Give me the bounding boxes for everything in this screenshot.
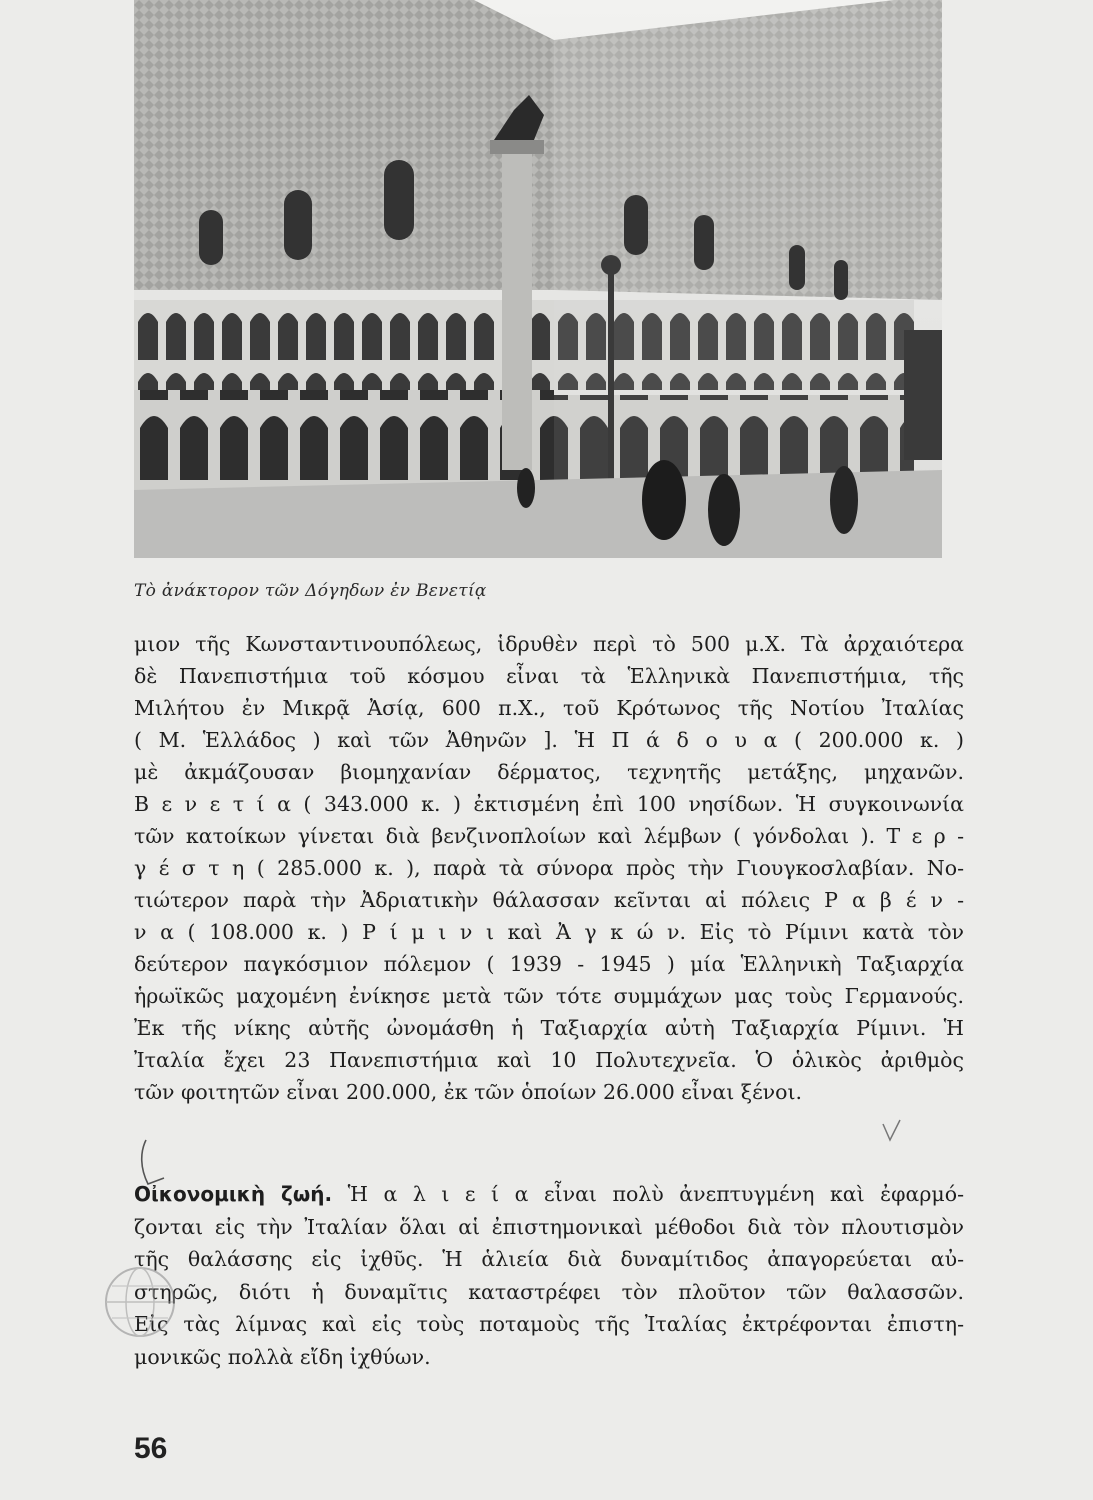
- main-paragraph: [134, 628, 964, 1108]
- economic-life-section: [134, 1178, 964, 1373]
- paragraph-line: τιώτερον παρὰ τὴν Ἀδριατικὴν θάλασσαν κεῖνται αἱ πόλεις Ρ α β έ ν -: [134, 888, 964, 912]
- paragraph-line: Μιλήτου ἐν Μικρᾷ Ἀσίᾳ, 600 π.Χ., τοῦ Κρότωνος τῆς Νοτίου Ἰταλίας: [134, 696, 964, 720]
- paragraph-line: τῶν φοιτητῶν εἶναι 200.000, ἐκ τῶν ὁποίων 26.000 εἶναι ξένοι.: [134, 1080, 803, 1104]
- globe-icon: [100, 1262, 180, 1342]
- section-first-line-text: Ἡ α λ ι ε ί α εἶναι πολὺ ἀνεπτυγμένη καὶ ἐφαρμό-: [347, 1182, 964, 1206]
- photo-caption: Τὸ ἀνάκτορον τῶν Δόγηδων ἐν Βενετίᾳ: [134, 581, 487, 601]
- photo-illustration: [134, 0, 942, 558]
- section-line: τῆς θαλάσσης εἰς ἰχθῦς. Ἡ ἁλιεία διὰ δυναμίτιδος ἀπαγορεύεται αὐ-: [134, 1247, 964, 1271]
- section-line: Εἰς τὰς λίμνας καὶ εἰς τοὺς ποταμοὺς τῆς Ἰταλίας ἐκτρέφονται ἐπιστη-: [134, 1312, 964, 1336]
- section-line: στηρῶς, διότι ἡ δυναμῖτις καταστρέφει τὸν πλοῦτον τῶν θαλασσῶν.: [134, 1279, 964, 1304]
- paragraph-line: γ έ σ τ η ( 285.000 κ. ), παρὰ τὰ σύνορα πρὸς τὴν Γιουγκοσλαβίαν. Νο-: [134, 856, 964, 880]
- paragraph-line: Ἐκ τῆς νίκης αὐτῆς ὠνομάσθη ἡ Ταξιαρχία αὐτὴ Ταξιαρχία Ρίμινι. Ἡ: [134, 1016, 964, 1040]
- section-line: μονικῶς πολλὰ εἴδη ἰχθύων.: [134, 1344, 431, 1369]
- paragraph-line: ( Μ. Ἑλλάδος ) καὶ τῶν Ἀθηνῶν ]. Ἡ Π ά δ ο υ α ( 200.000 κ. ): [134, 728, 964, 752]
- section-heading: Οἰκονομικὴ ζωή.: [134, 1182, 333, 1206]
- paragraph-line: μιον τῆς Κωνσταντινουπόλεως, ἱδρυθὲν περὶ τὸ 500 μ.Χ. Τὰ ἀρχαιότερα: [134, 632, 964, 656]
- paragraph-line: τῶν κατοίκων γίνεται διὰ βενζινοπλοίων καὶ λέμβων ( γόνδολαι ). Τ ε ρ -: [134, 824, 964, 848]
- doges-palace-photo: [134, 0, 942, 558]
- paragraph-line: μὲ ἀκμάζουσαν βιομηχανίαν δέρματος, τεχνητῆς μετάξης, μηχανῶν.: [134, 760, 964, 784]
- paragraph-line: ν α ( 108.000 κ. ) Ρ ί μ ι ν ι καὶ Ἀ γ κ ώ ν. Εἰς τὸ Ρίμινι κατὰ τὸν: [134, 920, 964, 944]
- section-line: ζονται εἰς τὴν Ἰταλίαν ὅλαι αἱ ἐπιστημονικαὶ μέθοδοι διὰ τὸν πλουτισμὸν: [134, 1214, 964, 1239]
- paragraph-line: Ἰταλία ἔχει 23 Πανεπιστήμια καὶ 10 Πολυτεχνεῖα. Ὁ ὁλικὸς ἀριθμὸς: [134, 1048, 964, 1072]
- paragraph-line: δεύτερον παγκόσμιον πόλεμον ( 1939 - 1945 ) μία Ἑλληνικὴ Ταξιαρχία: [134, 952, 964, 976]
- paragraph-line: ἡρωϊκῶς μαχομένη ἐνίκησε μετὰ τῶν τότε συμμάχων μας τοὺς Γερμανούς.: [134, 984, 964, 1008]
- page-number: 56: [134, 1432, 168, 1465]
- paragraph-line: δὲ Πανεπιστήμια τοῦ κόσμου εἶναι τὰ Ἑλληνικὰ Πανεπιστήμια, τῆς: [134, 664, 964, 688]
- pencil-check-mark-icon: [880, 1118, 904, 1144]
- section-first-line: [134, 1178, 964, 1211]
- paragraph-line: Β ε ν ε τ ί α ( 343.000 κ. ) ἐκτισμένη ἐπὶ 100 νησίδων. Ἡ συγκοινωνία: [134, 792, 964, 816]
